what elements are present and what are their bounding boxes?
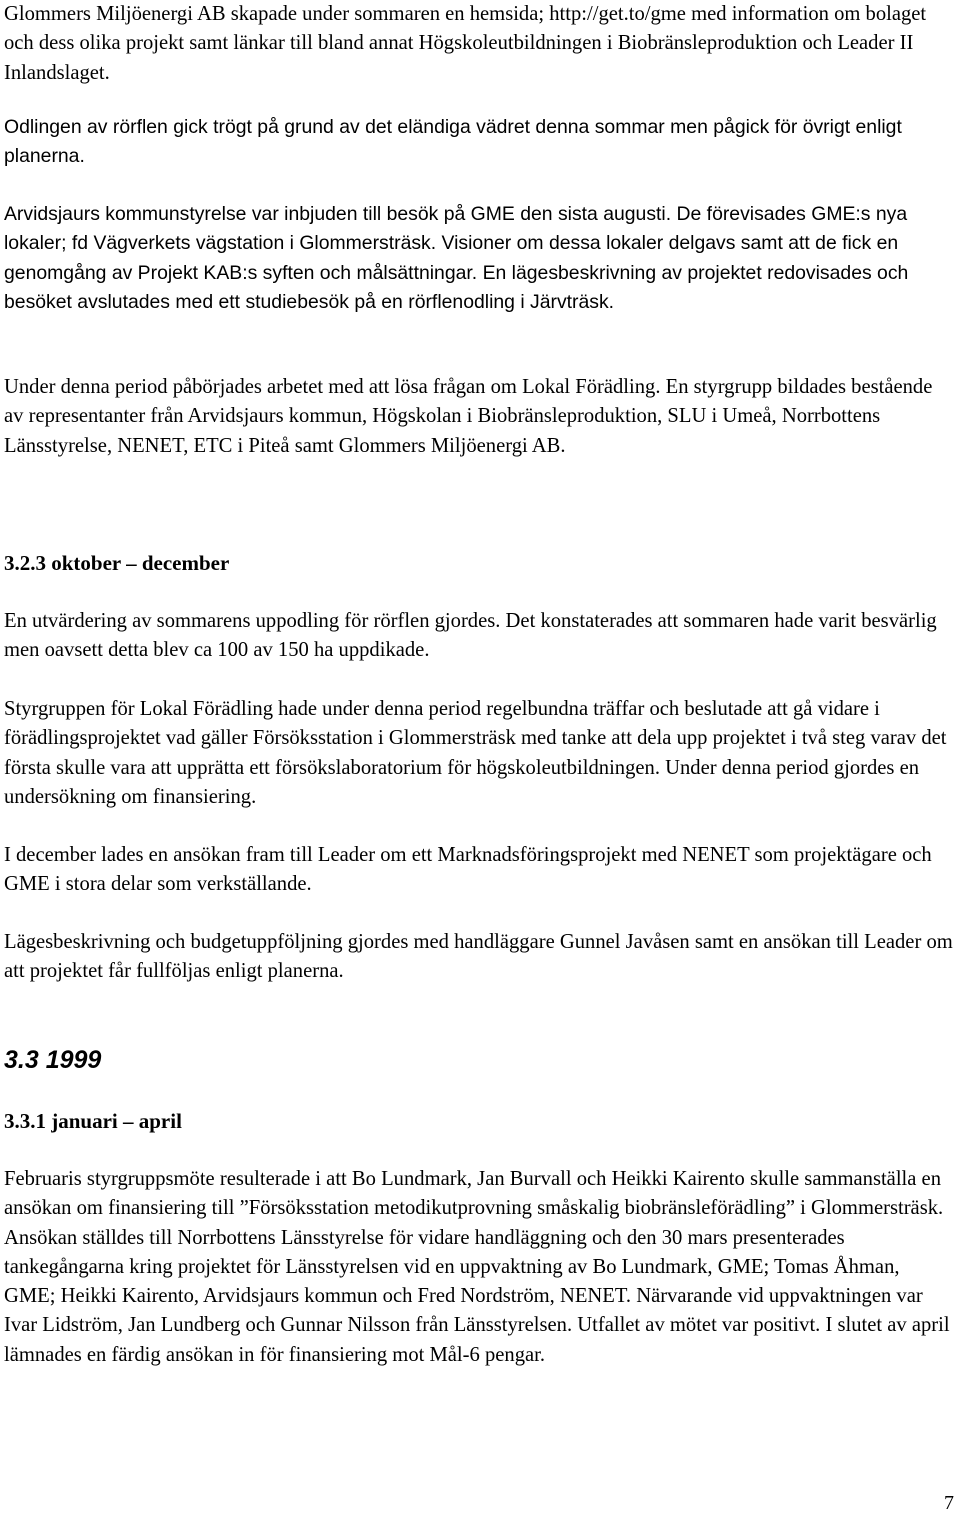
paragraph-rorflen-odling: Odlingen av rörflen gick trögt på grund av det eländiga vädret denna sommar men pågick för övrigt enligt planerna. xyxy=(4,116,902,168)
paragraph-februari-styrgruppsmote: Februaris styrgruppsmöte resulterade i att Bo Lundmark, Jan Burvall och Heikki Kairento skulle sammanställa en ansökan om finansiering till ”Försöksstation metodikutprovning småskalig biobränsleförädling” i Glommersträsk. Ansökan ställdes till Norrbottens Länsstyrelse för vidare handläggning och den 30 mars presenterades tankegångarna kring projektet för Länsstyrelsen vid en uppvaktning av Bo Lundmark, GME; Tomas Åhman, GME; Heikki Kairento, Arvidsjaurs kommun och Fred Nordström, NENET. Närvarande vid uppvaktningen var Ivar Lidström, Jan Lundberg och Gunnar Nilsson från Länsstyrelsen. Utfallet av mötet var positivt. I slutet av april lämnades en färdig ansökan in för finansiering mot Mål-6 pengar. xyxy=(4,1168,950,1366)
paragraph-kommunstyrelse-besok: Arvidsjaurs kommunstyrelse var inbjuden till besök på GME den sista augusti. De förevisades GME:s nya lokaler; fd Vägverkets vägstation i Glommersträsk. Visioner om dessa lokaler delgavs samt att de fick en genomgång av Projekt KAB:s syften och målsättningar. En lägesbeskrivning av projektet redovisades och besöket avslutades med ett studiebesök på en rörflenodling i Järvträsk. xyxy=(4,203,909,313)
paragraph-utvardering: En utvärdering av sommarens uppodling för rörflen gjordes. Det konstaterades att sommaren hade varit besvärlig men oavsett detta blev ca 100 av 150 ha uppdikade. xyxy=(4,610,937,662)
page-number: 7 xyxy=(944,1492,954,1514)
heading-1999: 3.3 1999 xyxy=(4,1046,102,1074)
paragraph-lokal-foradling: Under denna period påbörjades arbetet med att lösa frågan om Lokal Förädling. En styrgrupp bildades bestående av representanter från Arvidsjaurs kommun, Högskolan i Biobränsleproduktion, SLU i Umeå, Norrbottens Länsstyrelse, NENET, ETC i Piteå samt Glommers Miljöenergi AB. xyxy=(4,376,933,457)
paragraph-december-ansokan: I december lades en ansökan fram till Leader om ett Marknadsföringsprojekt med NENET som projektägare och GME i stora delar som verkställande. xyxy=(4,844,932,896)
paragraph-website: Glommers Miljöenergi AB skapade under sommaren en hemsida; http://get.to/gme med information om bolaget och dess olika projekt samt länkar till bland annat Högskoleutbildningen i Biobränsleproduktion och Leader II Inlandslaget. xyxy=(4,3,927,84)
heading-januari-april: 3.3.1 januari – april xyxy=(4,1109,182,1133)
paragraph-lagesbeskrivning: Lägesbeskrivning och budgetuppföljning gjordes med handläggare Gunnel Javåsen samt en ansökan till Leader om att projektet får fullföljas enligt planerna. xyxy=(4,931,953,983)
paragraph-styrgruppen: Styrgruppen för Lokal Förädling hade under denna period regelbundna träffar och beslutade att gå vidare i förädlingsprojektet vad gäller Försöksstation i Glommersträsk med tanke att dela upp projektet i två steg varav det första skulle vara att upprätta ett försökslaboratorium för högskoleutbildningen. Under denna period gjordes en undersökning om finansiering. xyxy=(4,698,947,808)
heading-oktober-december: 3.2.3 oktober – december xyxy=(4,551,230,575)
